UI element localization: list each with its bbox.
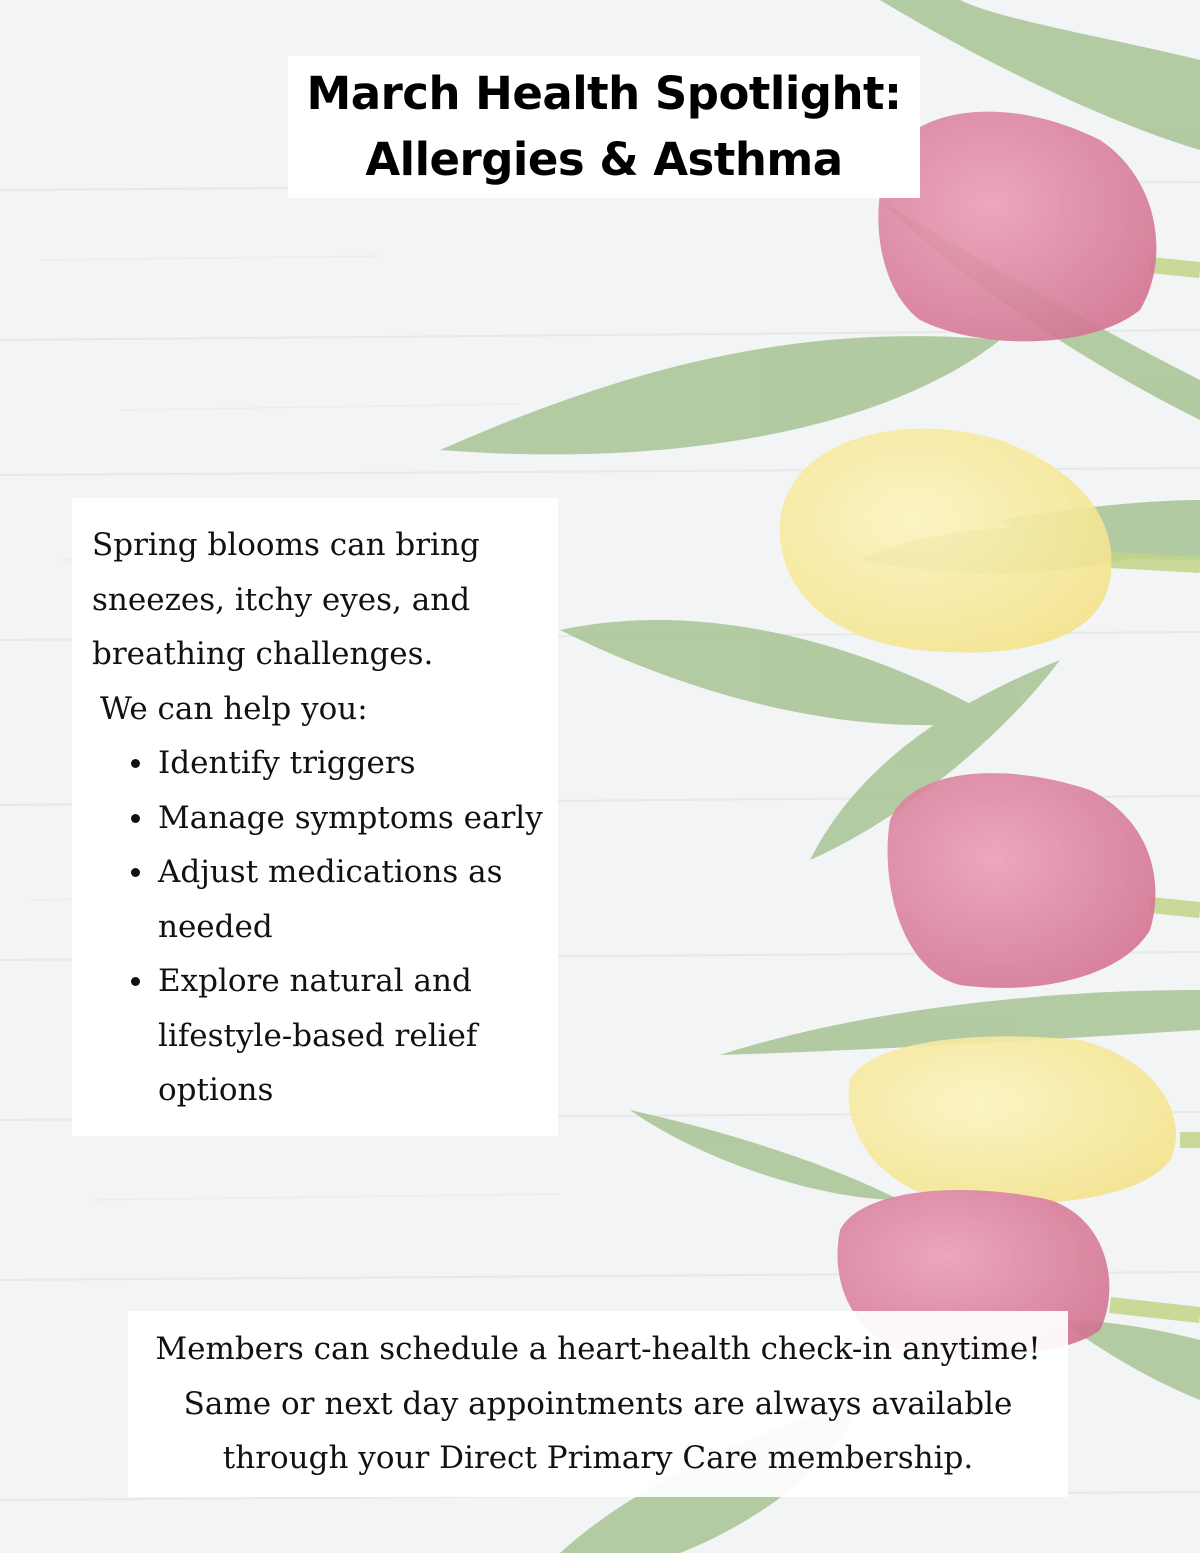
list-item-text: Identify triggers xyxy=(158,745,416,781)
list-item-text: options xyxy=(158,1072,274,1108)
list-item xyxy=(158,954,548,1118)
intro-line: breathing challenges. xyxy=(92,636,434,672)
list-item-text: Explore natural and xyxy=(158,963,472,999)
intro-paragraph xyxy=(92,518,548,682)
intro-line: sneezes, itchy eyes, and xyxy=(92,581,471,618)
footer-line: Members can schedule a heart-health check-in anytime! xyxy=(155,1331,1041,1368)
title-banner xyxy=(288,56,920,198)
list-item-text: Adjust medications as xyxy=(158,854,503,890)
list-item-text: needed xyxy=(158,908,273,945)
page-title-line-2: Allergies & Asthma xyxy=(365,133,843,186)
info-panel xyxy=(72,498,558,1136)
help-lead: We can help you: xyxy=(100,690,368,727)
footer-line: Same or next day appointments are always available xyxy=(183,1385,1013,1422)
list-item xyxy=(158,736,548,791)
help-list xyxy=(92,736,548,1118)
list-item-text: lifestyle-based relief xyxy=(158,1017,478,1054)
list-item xyxy=(158,791,548,846)
list-item xyxy=(158,845,548,954)
page-title-line-1: March Health Spotlight: xyxy=(306,67,902,120)
intro-line: Spring blooms can bring xyxy=(92,527,480,563)
footer-line: through your Direct Primary Care membership. xyxy=(222,1440,974,1477)
membership-note xyxy=(128,1311,1068,1497)
list-item-text: Manage symptoms early xyxy=(158,799,543,836)
